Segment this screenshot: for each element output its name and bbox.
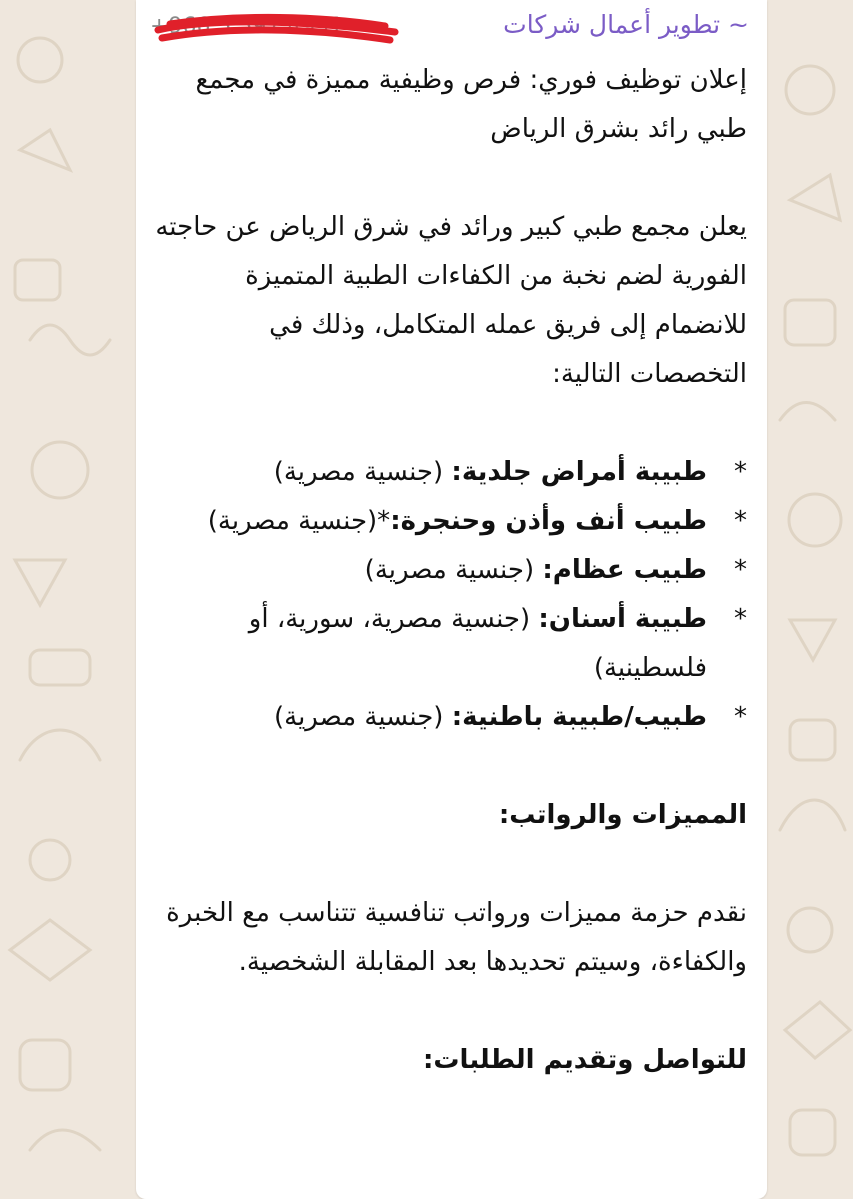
specialty-title: طبيبة أسنان: (538, 604, 707, 634)
message-intro: يعلن مجمع طبي كبير ورائد في شرق الرياض عن حاجته الفورية لضم نخبة من الكفاءات الطبية المتميزة للانضمام إلى فريق عمله المتكامل، وذلك في التخصصات التالية: (155, 212, 747, 389)
specialty-detail: (جنسية مصرية) (364, 555, 543, 585)
bullet-star: * (734, 555, 747, 585)
specialty-detail: (جنسية مصرية) (273, 457, 452, 487)
bullet-star: * (734, 506, 747, 536)
specialty-title: طبيبة أمراض جلدية: (451, 457, 707, 487)
contact-heading: للتواصل وتقديم الطلبات: (423, 1045, 747, 1075)
specialty-title: طبيب عظام: (542, 555, 707, 585)
bullet-star: * (734, 604, 747, 634)
list-item (152, 595, 747, 693)
benefits-text: نقدم حزمة مميزات ورواتب تنافسية تتناسب مع الخبرة والكفاءة، وسيتم تحديدها بعد المقابلة الشخصية. (166, 898, 747, 977)
list-item (152, 546, 747, 595)
specialty-title: طبيب/طبيبة باطنية: (451, 702, 707, 732)
message-bubble[interactable] (136, 0, 767, 1199)
specialty-title: طبيب أنف وأذن وحنجرة: (390, 506, 707, 536)
list-item (152, 497, 747, 546)
specialty-detail: (جنسية مصرية) (273, 702, 452, 732)
message-body (152, 56, 747, 1085)
bullet-star: * (734, 702, 747, 732)
list-item (152, 693, 747, 742)
sender-phone[interactable]: +966 5 597 4991 (150, 14, 344, 39)
sender-row (150, 6, 749, 50)
redaction-scribble (150, 6, 400, 50)
bullet-star: * (734, 457, 747, 487)
benefits-heading: المميزات والرواتب: (498, 800, 747, 830)
list-item (152, 448, 747, 497)
specialty-detail: (جنسية مصرية، سورية، أو فلسطينية) (248, 604, 707, 683)
specialty-detail: *(جنسية مصرية) (207, 506, 391, 536)
message-headline: إعلان توظيف فوري: فرص وظيفية مميزة في مجمع طبي رائد بشرق الرياض (195, 65, 747, 144)
sender-name[interactable]: ~ تطوير أعمال شركات (503, 10, 749, 39)
specialties-list (152, 448, 747, 742)
